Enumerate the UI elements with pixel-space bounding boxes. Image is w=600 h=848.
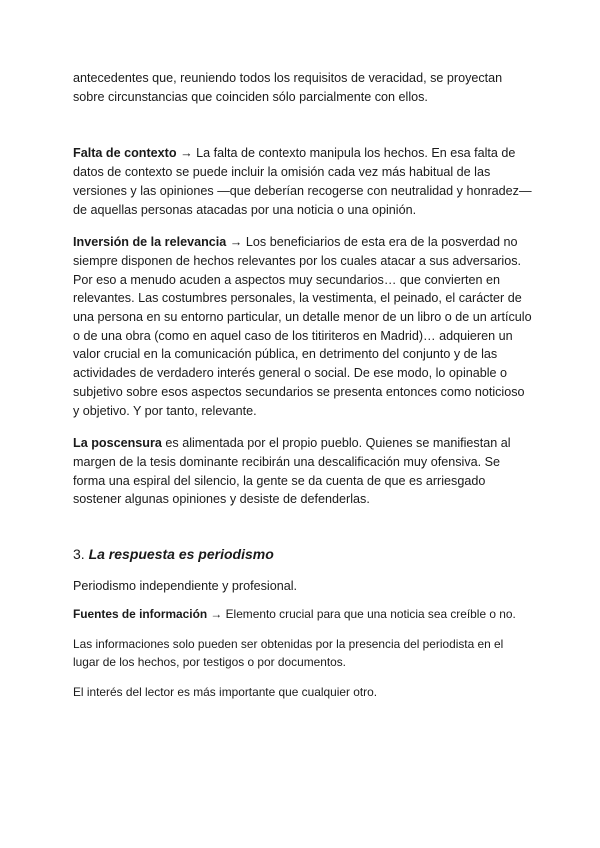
fuentes-paragraph bbox=[73, 606, 533, 624]
inversion-relevancia-text: Los beneficiarios de esta era de la posverdad no siempre disponen de hechos relevantes por los cuales atacar a sus adversarios. Por eso a menudo acuden a aspectos muy secundarios… que convierten en relevantes. Las costumbres personales, la vestimenta, el peinado, el carácter de una persona en su entorno particular, un detalle menor de un libro o de un artículo o de una obra (como en aquel caso de los titiriteros en Madrid)… adquieren un valor crucial en la comunicación pública, en detrimento del conjunto y de las actividades de verdadero interés general o social. De ese modo, lo opinable o subjetivo sobre esos aspectos secundarios se presenta entonces como noticioso y objetivo. Y por tanto, relevante. bbox=[73, 235, 532, 418]
section-number: 3. bbox=[73, 546, 89, 563]
section-title: La respuesta es periodismo bbox=[88, 546, 274, 563]
document-page bbox=[73, 69, 533, 702]
fuentes-text: Elemento crucial para que una noticia sea creíble o no. bbox=[225, 606, 516, 621]
poscensura-term: La poscensura bbox=[73, 436, 162, 451]
interes-paragraph: El interés del lector es más importante que cualquier otro. bbox=[73, 685, 378, 700]
falta-de-contexto-paragraph bbox=[73, 144, 533, 219]
intro-paragraph: antecedentes que, reuniendo todos los requisitos de veracidad, se proyectan sobre circunstancias que coinciden sólo parcialmente con ellos. bbox=[73, 71, 503, 104]
arrow-glyph: → bbox=[226, 235, 246, 250]
falta-de-contexto-text: La falta de contexto manipula los hechos. En esa falta de datos de contexto se puede incluir la omisión cada vez más habitual de las versiones y las opiniones —que deberían recogerse con neutralidad y honradez— de aquellas personas atacadas por una noticia o una opinión. bbox=[73, 146, 532, 217]
periodismo-paragraph: Periodismo independiente y profesional. bbox=[73, 579, 298, 594]
inversion-relevancia-term: Inversión de la relevancia bbox=[73, 235, 227, 250]
poscensura-text: es alimentada por el propio pueblo. Quienes se manifiestan al margen de la tesis dominante recibirán una descalificación muy ofensiva. Se forma una espiral del silencio, la gente se da cuenta de que es arriesgado sostener algunas opiniones y desiste de defenderlas. bbox=[73, 436, 511, 507]
inversion-relevancia-paragraph bbox=[73, 233, 533, 420]
arrow-glyph: → bbox=[207, 606, 226, 621]
falta-de-contexto-term: Falta de contexto bbox=[73, 146, 177, 161]
poscensura-paragraph bbox=[73, 434, 533, 509]
arrow-glyph: → bbox=[176, 146, 197, 161]
informaciones-paragraph: Las informaciones solo pueden ser obtenidas por la presencia del periodista en el lugar de los hechos, por testigos o por documentos. bbox=[73, 637, 504, 669]
section-heading bbox=[73, 545, 533, 563]
fuentes-term: Fuentes de información bbox=[73, 606, 208, 621]
